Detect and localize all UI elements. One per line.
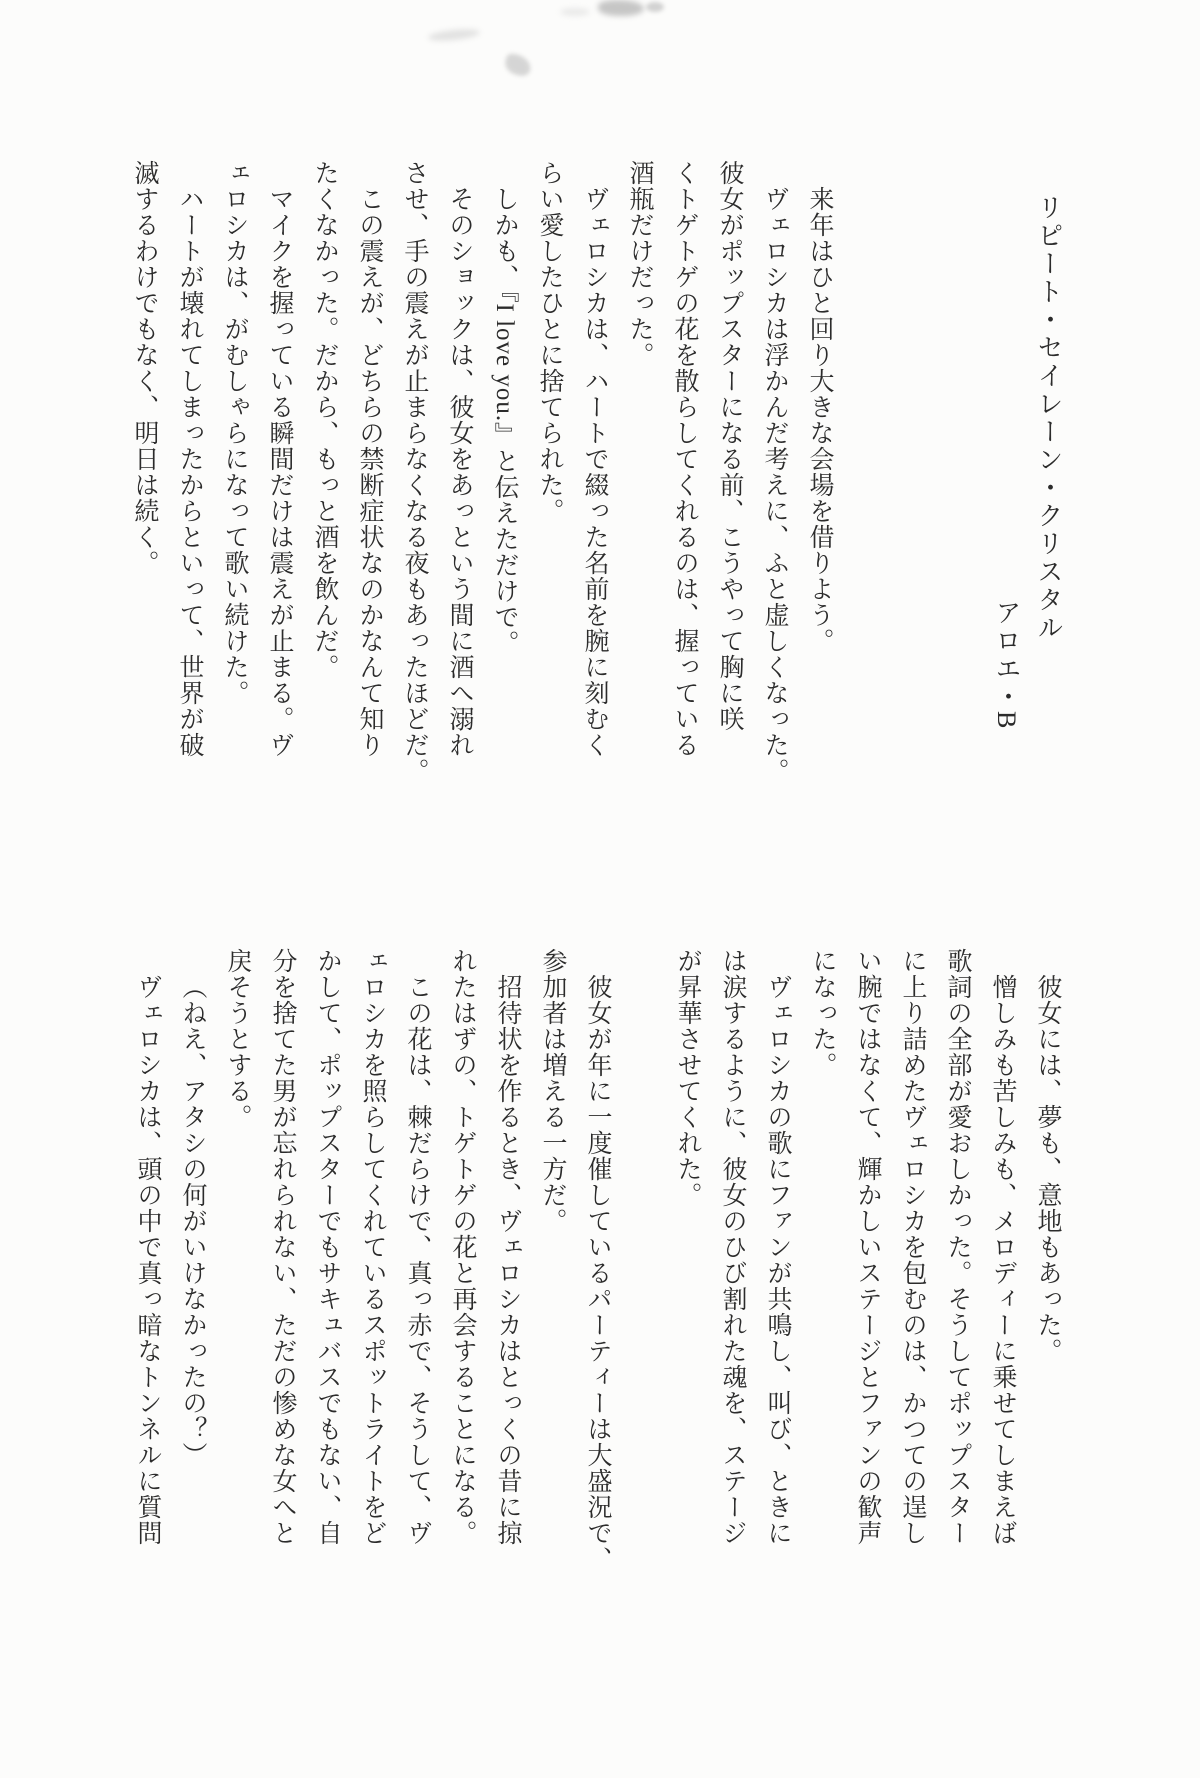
text-column: は涙するように、彼女のひび割れた魂を、ステージ: [719, 948, 746, 1546]
text-column: ェロシカは、がむしゃらになって歌い続けた。: [221, 160, 248, 706]
text-column: が昇華させてくれた。: [674, 948, 701, 1208]
text-column: ヴェロシカは浮かんだ考えに、ふと虚しくなった。: [761, 186, 788, 784]
text-column: ハートが壊れてしまったからといって、世界が破: [176, 186, 203, 758]
text-column: マイクを握っている瞬間だけは震えが止まる。ヴ: [266, 186, 293, 758]
text-column: たくなかった。だから、もっと酒を飲んだ。: [311, 160, 338, 680]
scan-artifact: [503, 53, 533, 78]
text-column: ヴェロシカは、ハートで綴った名前を腕に刻むく: [581, 186, 608, 758]
text-column: ェロシカを照らしてくれているスポットライトをど: [359, 948, 386, 1546]
text-column: （ねえ、アタシの何がいけなかったの？）: [179, 974, 206, 1468]
text-column: になった。: [809, 948, 836, 1078]
text-column: 彼女がポップスターになる前、こうやって胸に咲: [716, 160, 743, 732]
story-title: リピート・セイレーン・クリスタル: [1034, 194, 1063, 642]
text-column: 分を捨てた男が忘れられない、ただの惨めな女へと: [269, 948, 296, 1546]
scan-artifact: [646, 2, 664, 12]
text-column: 招待状を作るとき、ヴェロシカはとっくの昔に掠: [494, 974, 521, 1546]
text-column: 歌詞の全部が愛おしかった。そうしてポップスター: [944, 948, 971, 1546]
text-column: ヴェロシカの歌にファンが共鳴し、叫び、ときに: [764, 974, 791, 1546]
text-column: 参加者は増える一方だ。: [539, 948, 566, 1234]
text-column: 滅するわけでもなく、明日は続く。: [131, 160, 158, 576]
text-column: させ、手の震えが止まらなくなる夜もあったほどだ。: [401, 160, 428, 784]
text-column: 憎しみも苦しみも、メロディーに乗せてしまえば: [989, 974, 1016, 1546]
text-column: そのショックは、彼女をあっという間に酒へ溺れ: [446, 186, 473, 758]
text-column: この震えが、どちらの禁断症状なのかなんて知り: [356, 186, 383, 758]
text-column: 酒瓶だけだった。: [626, 160, 653, 368]
text-column: 戻そうとする。: [224, 948, 251, 1130]
scan-artifact: [428, 27, 481, 42]
scan-artifact: [560, 8, 590, 16]
text-block-bottom: [124, 948, 1070, 1598]
text-block-top: [122, 160, 842, 805]
blank-column: [620, 948, 665, 1598]
text-column: い腕ではなくて、輝かしいステージとファンの歓声: [854, 948, 881, 1546]
text-column: 彼女には、夢も、意地もあった。: [1034, 974, 1061, 1364]
text-column: くトゲトゲの花を散らしてくれるのは、握っている: [671, 160, 698, 758]
text-column: れたはずの、トゲトゲの花と再会することになる。: [449, 948, 476, 1546]
text-column: らい愛したひとに捨てられた。: [536, 160, 563, 524]
text-column: しかも、『I love you.』と伝えただけで。: [491, 186, 518, 657]
text-column: 彼女が年に一度催しているパーティーは大盛況で、: [584, 974, 611, 1572]
text-column: に上り詰めたヴェロシカを包むのは、かつての逞し: [899, 948, 926, 1546]
scan-artifact: [598, 0, 644, 16]
text-column: かして、ポップスターでもサキュバスでもない、自: [314, 948, 341, 1546]
text-column: ヴェロシカは、頭の中で真っ暗なトンネルに質問: [134, 974, 161, 1546]
text-column: この花は、棘だらけで、真っ赤で、そうして、ヴ: [404, 974, 431, 1546]
story-author: アロエ・B: [992, 599, 1021, 731]
text-column: 来年はひと回り大きな会場を借りよう。: [806, 186, 833, 654]
